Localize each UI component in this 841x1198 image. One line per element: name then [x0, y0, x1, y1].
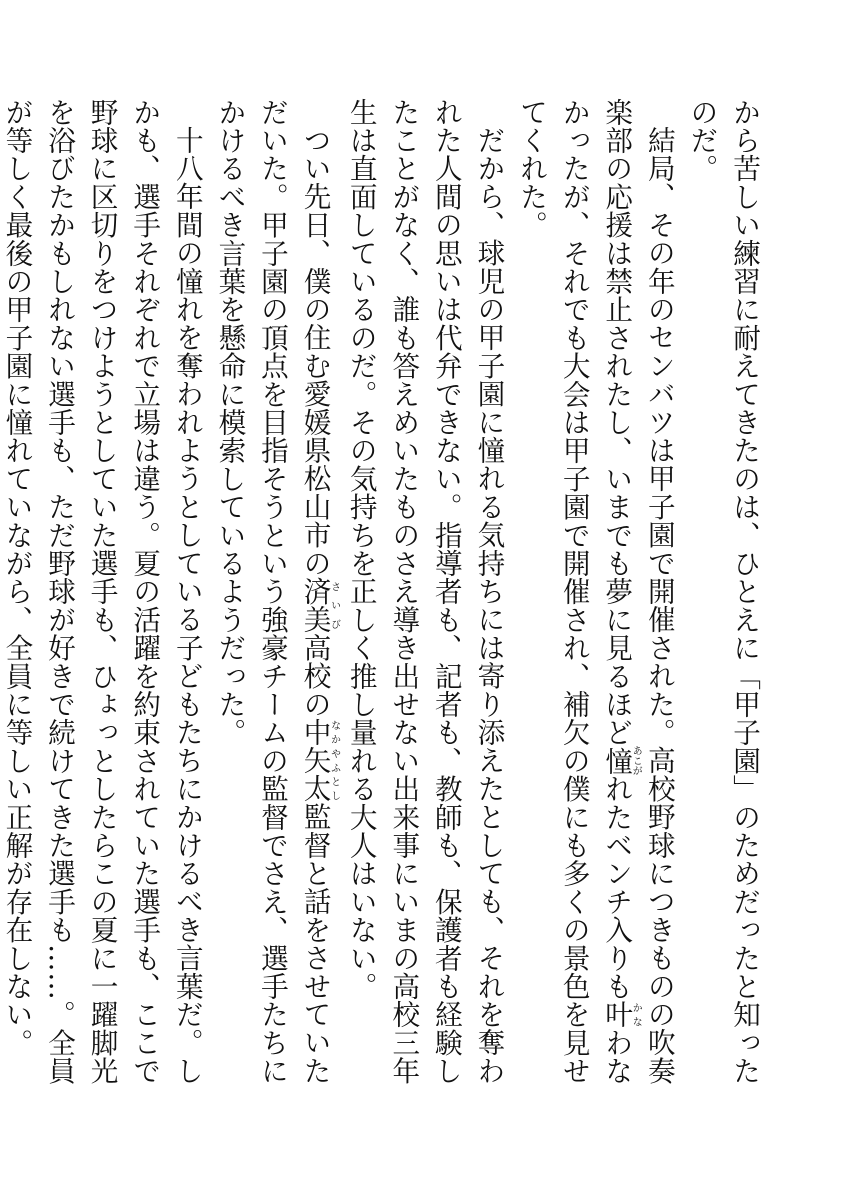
paragraph: [680, 98, 765, 1108]
ruby-annotated-word: [600, 745, 642, 776]
paragraph: [0, 98, 208, 1108]
text-run: 結局、その年のセンバツは甲子園で開催された。高校野球につきものの吹奏楽部の応援は禁止されたし、いまでも夢に見るほど: [600, 98, 676, 1085]
text-run: 高校の: [298, 633, 332, 718]
ruby-base-text: 済美: [298, 576, 332, 634]
ruby-annotated-word: [600, 1000, 642, 1029]
ruby-reading: かな: [630, 1000, 642, 1029]
text-run: 監督と話をさせていただいた。甲子園の頂点を目指そうという強豪チームの監督でさえ、選手たちにかけるべき言葉を懸命に模索しているようだった。: [213, 98, 332, 1085]
text-run: から苦しい練習に耐えてきたのは、ひとえに「甲子園」のためだったと知ったのだ。: [685, 98, 761, 1085]
ruby-reading: なかやふとし: [328, 717, 340, 803]
paragraph: [509, 98, 679, 1108]
ruby-base-text: 叶: [600, 1000, 634, 1029]
text-run: つい先日、僕の住む愛媛県松山市の: [298, 125, 332, 577]
paragraph: [208, 98, 339, 1108]
ruby-reading: あこが: [630, 745, 642, 776]
ruby-reading: さいび: [328, 576, 340, 634]
ruby-base-text: 中矢太: [298, 717, 332, 803]
ruby-annotated-word: [298, 717, 340, 803]
text-run: 十八年間の憧れを奪われようとしている子どもたちにかけるべき言葉だ。しかも、選手それぞれで立場は違う。夏の活躍を約束されていた選手も、ここで野球に区切りをつけようとしていた選手も、ひょっとしたらこの夏に一躍脚光を浴びたかもしれない選手も、ただ野球が好きで続けてきた選手も……。全員が等しく最後の甲子園に憧れていながら、全員に等しい正解が存在しない。: [0, 98, 204, 1085]
text-run: だから、球児の甲子園に憧れる気持ちには寄り添えたとしても、それを奪われた人間の思いは代弁できない。指導者も、記者も、教師も、保護者も経験したことがなく、誰も答えめいたものさえ導き出せない出来事にいまの高校三年生は直面しているのだ。その気持ちを正しく推し量れる大人はいない。: [344, 98, 506, 1085]
vertical-body-text: [0, 98, 765, 1108]
text-run: わなかったが、それでも大会は甲子園で開催され、補欠の僕にも多くの景色を見せてくれた。: [515, 98, 634, 1086]
paragraph: [339, 98, 509, 1108]
ruby-annotated-word: [298, 576, 340, 634]
ruby-base-text: 憧: [600, 745, 634, 776]
text-run: れたベンチ入りも: [600, 774, 634, 1001]
